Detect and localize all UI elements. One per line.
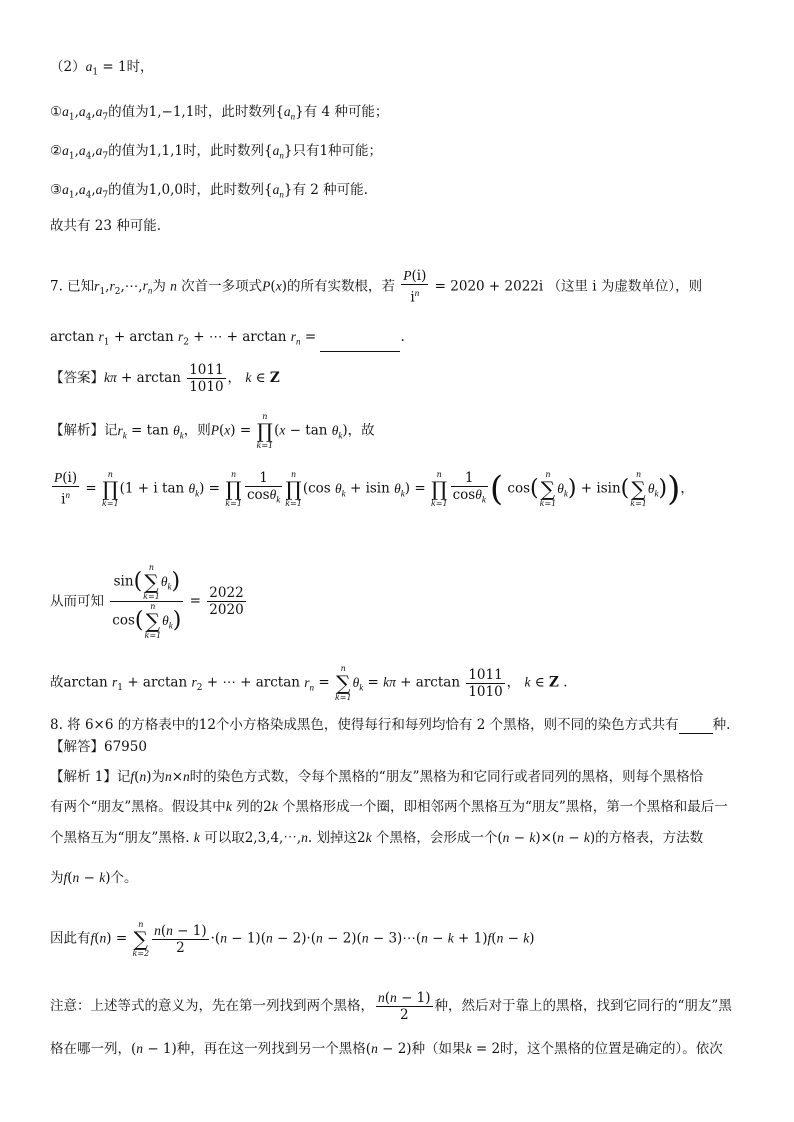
case-2-sub3: $③a_1,a_4,a_7$的值为1,0,0时，此时数列$\{a_n\}$有 2 种可能. bbox=[50, 182, 368, 201]
case-2-line: $(2)a_1 = 1$时， bbox=[50, 59, 154, 78]
question-7: 7. 已知$r_1,r_2,\cdots,r_n$为 n 次首一多项式P(x)的所有实数根，若 $\frac{P(i)}{i^n}$ = 2020 + 2022i （这里 i 为虚数单位），则 bbox=[50, 268, 703, 306]
note-line2: 格在哪一列，(n − 1)种，再在这一列找到另一个黑格(n − 2)种（如果k = 2时，这个黑格的位置是确定的）。依次 bbox=[50, 1041, 723, 1057]
answer-blank-8[interactable] bbox=[679, 719, 713, 734]
answer-8: 【解答】67950 bbox=[50, 739, 147, 755]
question-8: 8. 将 6×6 的方格表中的12个小方格染成黑色，使得每行和每列均恰有 2 个黑格，则不同的染色方式共有 种. bbox=[50, 717, 731, 733]
solution-8-line3: 个黑格互为“朋友”黑格. k 可以取2,3,4,⋯,n. 划掉这2k 个黑格，会形成一个(n − k)×(n − k)的方格表，方法数 bbox=[50, 830, 704, 846]
solution-7-intro: 【解析】记$r_k = \tan \theta_k$，则P(x) = n ∏ k=1 $(x - \tan \theta_k)$，故 bbox=[50, 412, 375, 450]
solution-7-ratio: 从而可知 sin( n ∑ k=1 $\theta_k$) cos( n ∑ k=1 $\theta_k$) = $\frac{2022}{2020}$ bbox=[50, 563, 244, 640]
solution-8-formula: 因此有f(n) = n ∑ k=2 $\frac{n(n - 1)}{2}$ ·(n − 1)(n − 2)·(n − 2)(n − 3)⋯(n − k + 1)f(n − k) bbox=[50, 920, 535, 958]
case-2-sub2: $②a_1,a_4,a_7$的值为1,1,1时，此时数列$\{a_n\}$只有1种可能； bbox=[50, 143, 383, 162]
solution-7-product: $\frac{P(i)}{i^n}$ = n ∏ k=1 (1 + i $\tan \theta_k$) = n ∏ k=1 $\frac{1}{\cos\theta_k}$ n ∏ k=1 (cos $\theta_k + isin$ $\theta_k$) = n ∏ k=1 $\frac{1}{\cos\theta_k}$ ( cos( n ∑ k=1 $\theta_k) + isin$( n ∑ k=1 $\theta_k$))， bbox=[54, 469, 694, 509]
solution-8-line1: 【解析 1】记f(n)为n×n时的染色方式数，令每个黑格的“朋友”黑格为和它同行或者同列的黑格，则每个黑格恰 bbox=[50, 769, 704, 785]
note-line1: 注意：上述等式的意义为，先在第一列找到两个黑格， $\frac{n(n - 1)}{2}$ 种，然后对于靠上的黑格，找到它同行的“朋友”黑 bbox=[50, 990, 732, 1023]
conclusion-line: 故共有 23 种可能. bbox=[50, 218, 162, 234]
solution-7-result: 故$\arctan r_1 + \arctan r_2$ + ⋯ + $\arctan r_n$ = n ∑ k=1 $\theta_k = k\pi + \arctan$ $\frac{1011}{1010}$ ， k ∈ Z . bbox=[50, 664, 568, 702]
answer-blank[interactable] bbox=[320, 337, 400, 352]
solution-8-line2: 有两个“朋友”黑格。假设其中k 列的2k 个黑格形成一个圈，即相邻两个黑格互为“朋友”黑格，第一个黑格和最后一 bbox=[50, 799, 728, 815]
answer-7: 【答案】kπ + arctan $\frac{1011}{1010}$ ， k ∈ Z bbox=[50, 362, 280, 395]
question-7-expression: $\arctan r_1 + \arctan r_2$ + ⋯ + $\arctan r_n$ = . bbox=[50, 328, 405, 352]
case-2-sub1: $①a_1,a_4,a_7$的值为1,−1,1时，此时数列$\{a_n\}$有 4 种可能； bbox=[50, 104, 389, 123]
solution-8-line4: 为f(n − k)个。 bbox=[50, 870, 138, 886]
